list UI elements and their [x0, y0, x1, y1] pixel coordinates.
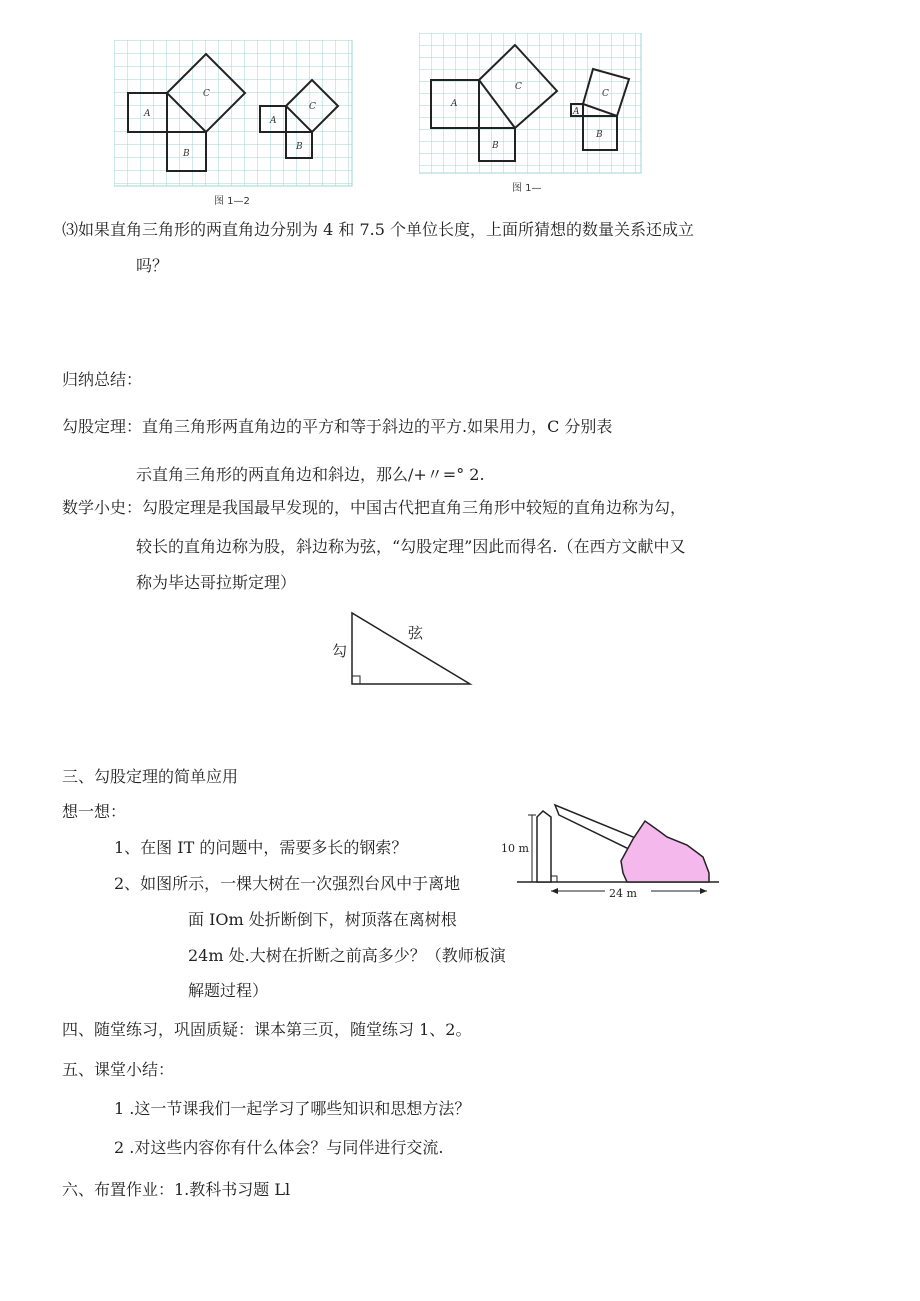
figure-caption-left: 图 1—2	[214, 196, 250, 207]
right-angle-mark	[352, 676, 360, 684]
grid-figure-left	[114, 40, 354, 188]
label-a: A	[451, 99, 458, 109]
distance-arrow-left	[551, 888, 558, 894]
section3-item1: 1、在图 IT 的问题中，需要多长的钢索？	[114, 838, 408, 857]
theorem-line1: 勾股定理：直角三角形两直角边的平方和等于斜边的平方.如果用力，C 分别表	[62, 417, 613, 436]
section3-item2-line1: 2、如图所示，一棵大树在一次强烈台风中于离地	[114, 874, 461, 893]
distance-arrow-right	[700, 888, 707, 894]
grid-figure-right	[419, 33, 643, 175]
tree-trunk	[537, 811, 551, 882]
history-line2: 较长的直角边称为股，斜边称为弦，“勾股定理”因此而得名.（在西方文献中又	[136, 537, 686, 556]
theorem-line2: 示直角三角形的两直角边和斜边，那么/+〃=° 2.	[136, 465, 485, 484]
distance-label: 24 m	[609, 887, 637, 900]
label-a2: A	[573, 107, 580, 117]
figure-caption-right: 图 1—	[512, 183, 542, 194]
gougu-triangle-figure	[330, 608, 480, 690]
summary-heading: 归纳总结：	[62, 370, 143, 389]
section3-item2-line3: 24m 处.大树在折断之前高多少？（教师板演	[188, 946, 506, 965]
label-b: B	[183, 149, 190, 159]
label-gou: 勾	[332, 642, 348, 660]
section5-heading: 五、课堂小结：	[62, 1060, 175, 1079]
section3-heading: 三、勾股定理的简单应用	[62, 767, 239, 786]
label-c2: C	[602, 89, 609, 99]
broken-tree-figure	[497, 803, 722, 907]
tree-crown	[621, 821, 709, 882]
section3-item2-line4: 解题过程）	[188, 981, 269, 1000]
question-3-line2: 吗？	[136, 256, 169, 275]
label-c: C	[515, 82, 522, 92]
section4-text: 四、随堂练习，巩固质疑：课本第三页，随堂练习 1、2。	[62, 1020, 472, 1039]
label-c: C	[203, 89, 210, 99]
label-b2: B	[296, 142, 303, 152]
label-c2: C	[309, 102, 316, 112]
height-label: 10 m	[501, 842, 529, 855]
label-a: A	[144, 109, 151, 119]
label-xian: 弦	[408, 624, 424, 642]
question-3-line1: ⑶如果直角三角形的两直角边分别为 4 和 7.5 个单位长度，上面所猜想的数量关系还成立	[62, 220, 694, 239]
label-b: B	[492, 141, 499, 151]
section5-item2: 2 .对这些内容你有什么体会？与同伴进行交流.	[114, 1138, 444, 1157]
history-line1: 数学小史：勾股定理是我国最早发现的，中国古代把直角三角形中较短的直角边称为勾，	[62, 498, 687, 517]
right-angle-mark	[551, 876, 557, 882]
label-a2: A	[270, 116, 277, 126]
label-b2: B	[596, 130, 603, 140]
section6-text: 六、布置作业：1.教科书习题 Ll	[62, 1180, 291, 1199]
history-line3: 称为毕达哥拉斯定理）	[136, 573, 297, 592]
section3-item2-line2: 面 IOm 处折断倒下，树顶落在离树根	[188, 910, 457, 929]
section5-item1: 1 .这一节课我们一起学习了哪些知识和思想方法？	[114, 1099, 471, 1118]
think-label: 想一想：	[62, 802, 127, 821]
